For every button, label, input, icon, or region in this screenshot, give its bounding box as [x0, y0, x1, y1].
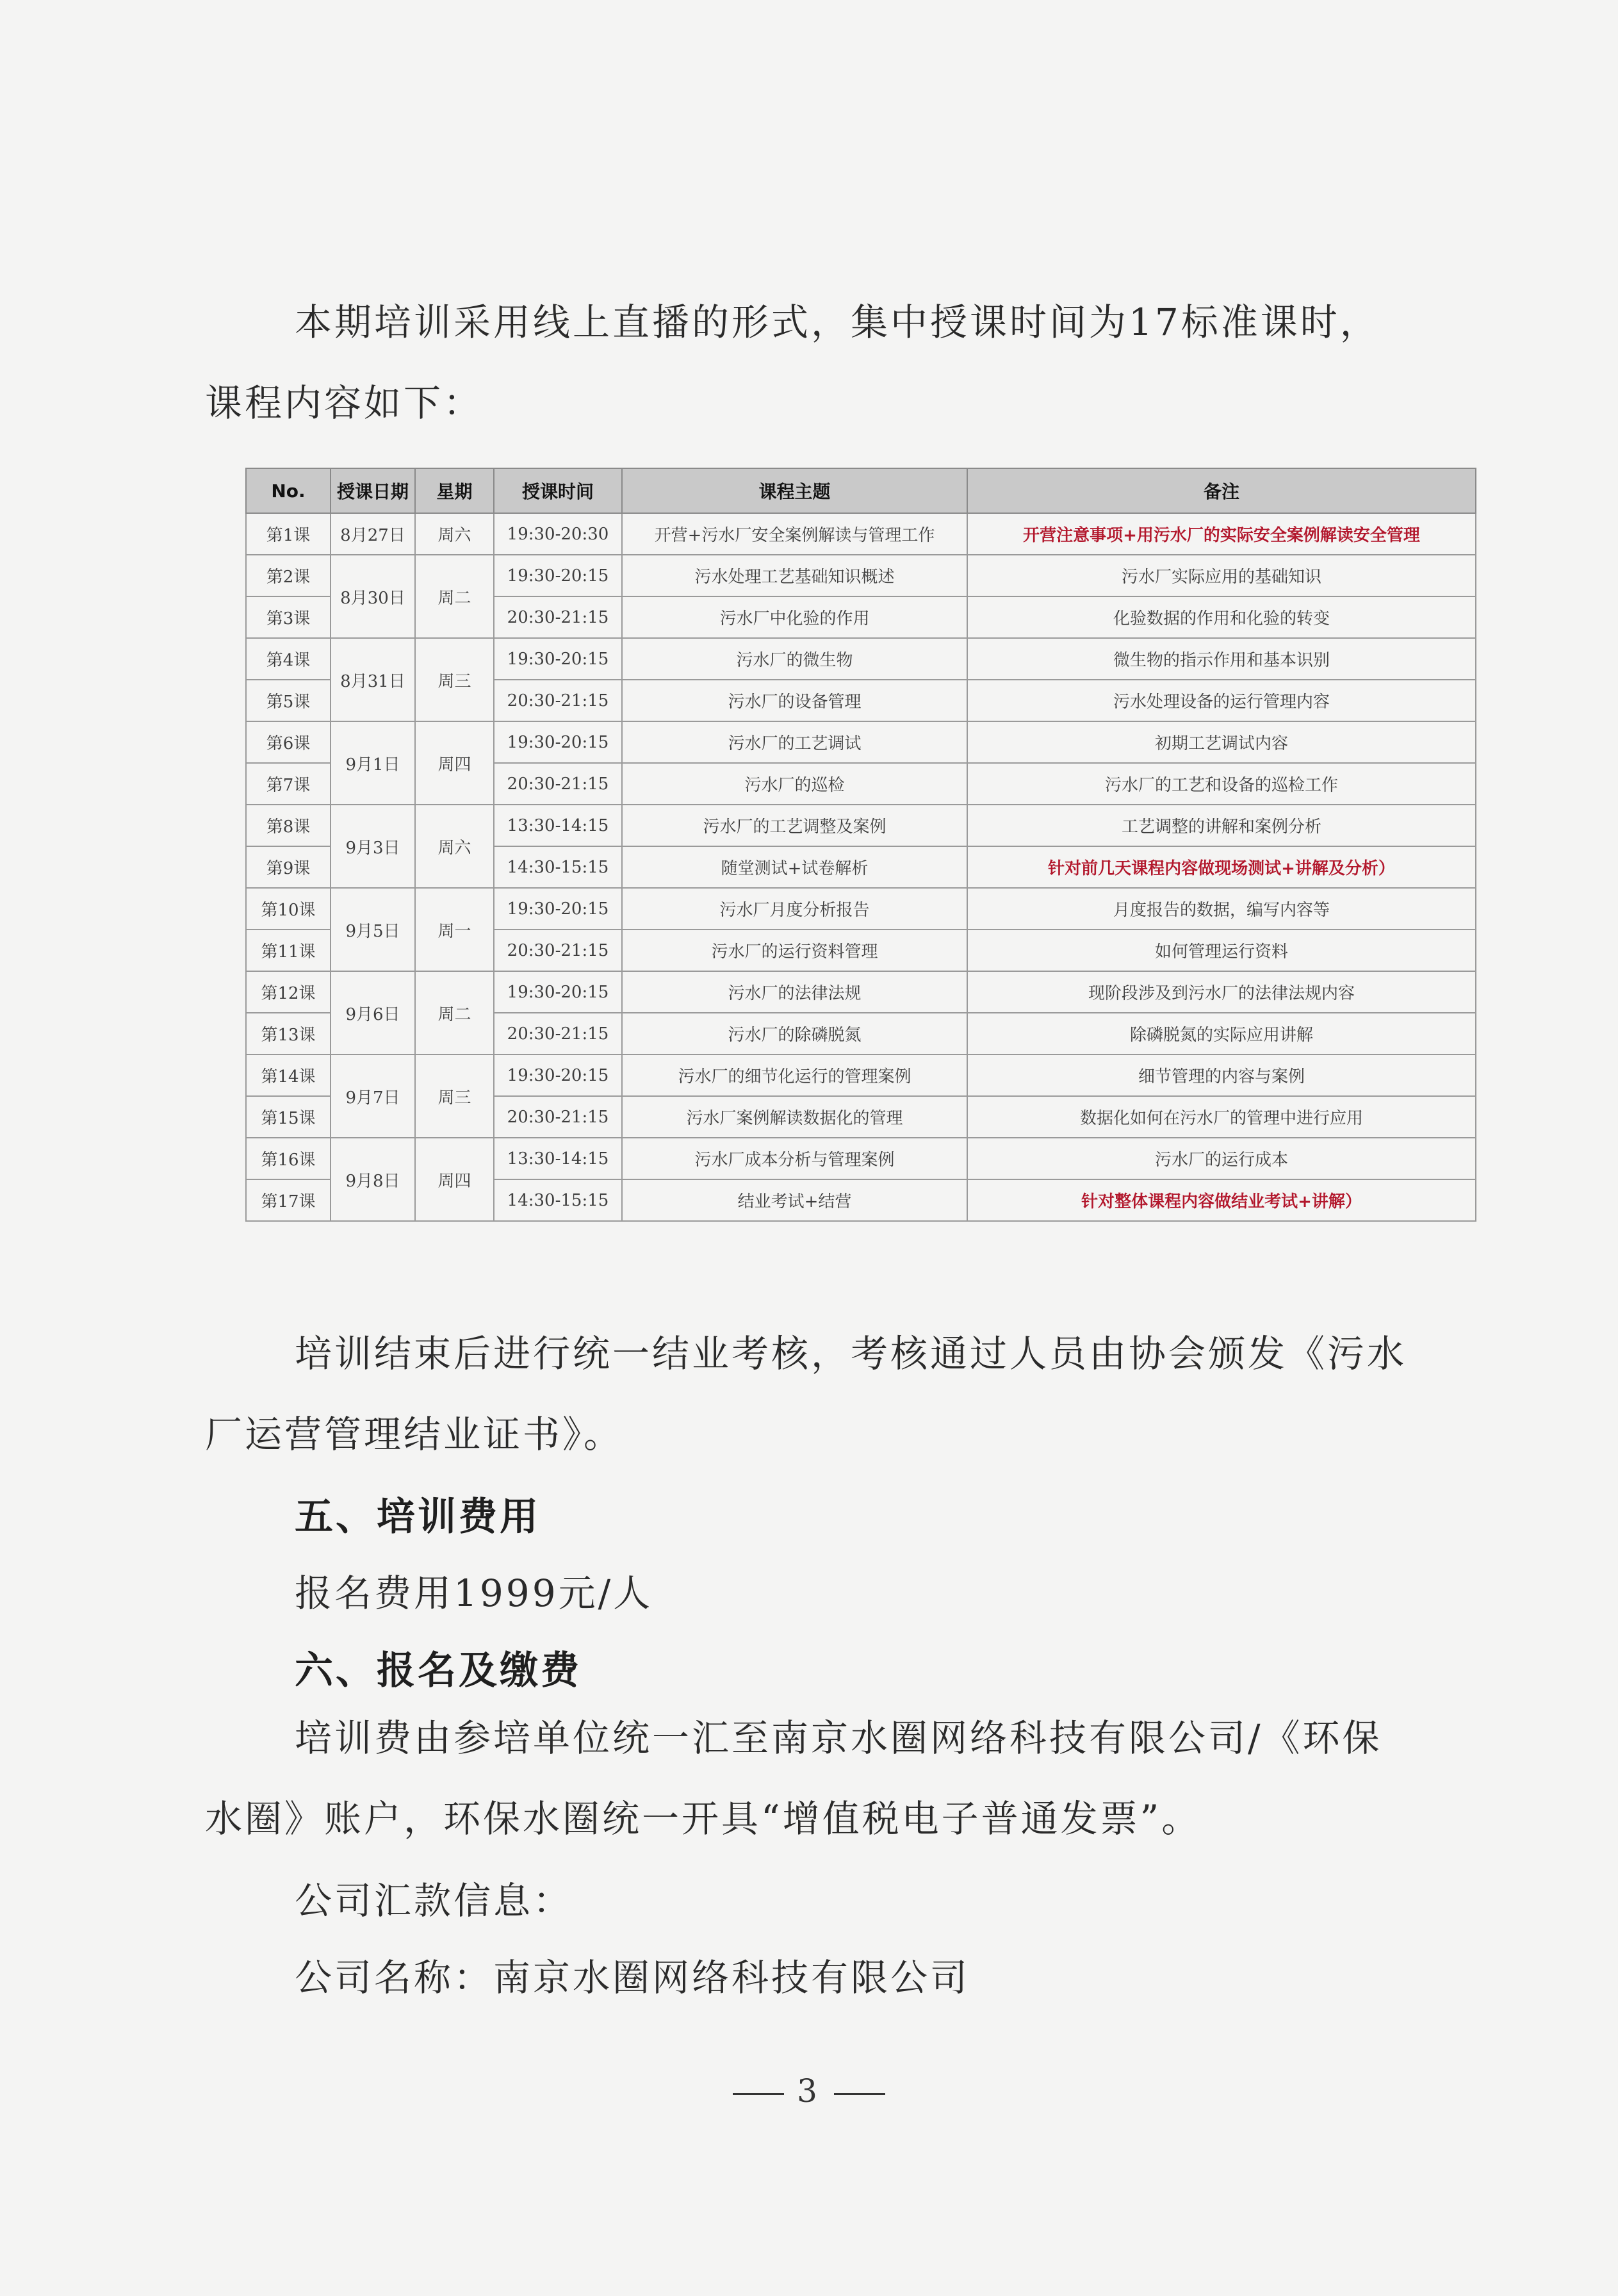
note-cell: 初期工艺调试内容 — [967, 721, 1476, 763]
topic-cell: 污水厂的巡检 — [622, 763, 967, 805]
note-cell: 除磷脱氮的实际应用讲解 — [967, 1013, 1476, 1054]
weekday-cell: 周四 — [415, 1138, 494, 1221]
course-schedule-table — [245, 468, 1476, 1222]
topic-cell: 污水厂的法律法规 — [622, 971, 967, 1013]
topic-cell: 污水厂的工艺调整及案例 — [622, 805, 967, 846]
lesson-number-cell: 第14课 — [246, 1054, 331, 1096]
table-header-cell: No. — [246, 468, 331, 513]
note-cell: 针对整体课程内容做结业考试+讲解） — [967, 1179, 1476, 1221]
lesson-number-cell: 第10课 — [246, 888, 331, 930]
lesson-number-cell: 第1课 — [246, 513, 331, 555]
time-cell: 14:30-15:15 — [494, 846, 622, 888]
table-header-cell: 授课日期 — [331, 468, 415, 513]
table-row — [246, 1054, 1476, 1096]
topic-cell: 污水厂的细节化运行的管理案例 — [622, 1054, 967, 1096]
table-header-cell: 课程主题 — [622, 468, 967, 513]
lesson-number-cell: 第6课 — [246, 721, 331, 763]
time-cell: 19:30-20:15 — [494, 1054, 622, 1096]
time-cell: 19:30-20:30 — [494, 513, 622, 555]
date-cell: 9月5日 — [331, 888, 415, 971]
course-table-wrap — [245, 468, 1475, 1222]
time-cell: 19:30-20:15 — [494, 555, 622, 596]
topic-cell: 污水厂月度分析报告 — [622, 888, 967, 930]
page-number: 3 — [797, 2072, 821, 2110]
lesson-number-cell: 第11课 — [246, 930, 331, 971]
note-cell: 开营注意事项+用污水厂的实际安全案例解读安全管理 — [967, 513, 1476, 555]
time-cell: 20:30-21:15 — [494, 763, 622, 805]
section-6-heading: 六、报名及缴费 — [295, 1648, 582, 1693]
date-cell: 9月3日 — [331, 805, 415, 888]
time-cell: 20:30-21:15 — [494, 930, 622, 971]
date-cell: 8月30日 — [331, 555, 415, 638]
page-footer — [0, 2072, 1618, 2110]
table-row — [246, 513, 1476, 555]
date-cell: 8月31日 — [331, 638, 415, 721]
note-cell: 工艺调整的讲解和案例分析 — [967, 805, 1476, 846]
note-cell: 化验数据的作用和化验的转变 — [967, 596, 1476, 638]
weekday-cell: 周一 — [415, 888, 494, 971]
topic-cell: 结业考试+结营 — [622, 1179, 967, 1221]
topic-cell: 污水厂的运行资料管理 — [622, 930, 967, 971]
time-cell: 20:30-21:15 — [494, 1096, 622, 1138]
lesson-number-cell: 第12课 — [246, 971, 331, 1013]
note-cell: 数据化如何在污水厂的管理中进行应用 — [967, 1096, 1476, 1138]
fee-text: 报名费用1999元/人 — [295, 1571, 653, 1615]
note-cell: 污水厂的工艺和设备的巡检工作 — [967, 763, 1476, 805]
lesson-number-cell: 第7课 — [246, 763, 331, 805]
time-cell: 19:30-20:15 — [494, 721, 622, 763]
lesson-number-cell: 第8课 — [246, 805, 331, 846]
note-cell: 污水处理设备的运行管理内容 — [967, 680, 1476, 721]
time-cell: 14:30-15:15 — [494, 1179, 622, 1221]
table-header-cell: 授课时间 — [494, 468, 622, 513]
topic-cell: 随堂测试+试卷解析 — [622, 846, 967, 888]
lesson-number-cell: 第15课 — [246, 1096, 331, 1138]
date-cell: 9月6日 — [331, 971, 415, 1054]
table-header-row — [246, 468, 1476, 513]
topic-cell: 污水厂的除磷脱氮 — [622, 1013, 967, 1054]
time-cell: 13:30-14:15 — [494, 805, 622, 846]
time-cell: 19:30-20:15 — [494, 971, 622, 1013]
time-cell: 20:30-21:15 — [494, 1013, 622, 1054]
weekday-cell: 周四 — [415, 721, 494, 805]
note-cell: 月度报告的数据，编写内容等 — [967, 888, 1476, 930]
note-cell: 细节管理的内容与案例 — [967, 1054, 1476, 1096]
topic-cell: 污水处理工艺基础知识概述 — [622, 555, 967, 596]
intro-paragraph: 本期培训采用线上直播的形式，集中授课时间为17标准课时，课程内容如下： — [205, 300, 1380, 425]
lesson-number-cell: 第13课 — [246, 1013, 331, 1054]
lesson-number-cell: 第5课 — [246, 680, 331, 721]
lesson-number-cell: 第2课 — [246, 555, 331, 596]
table-header-cell: 星期 — [415, 468, 494, 513]
weekday-cell: 周三 — [415, 638, 494, 721]
note-cell: 针对前几天课程内容做现场测试+讲解及分析） — [967, 846, 1476, 888]
lesson-number-cell: 第9课 — [246, 846, 331, 888]
date-cell: 8月27日 — [331, 513, 415, 555]
time-cell: 13:30-14:15 — [494, 1138, 622, 1179]
lesson-number-cell: 第3课 — [246, 596, 331, 638]
date-cell: 9月8日 — [331, 1138, 415, 1221]
note-cell: 如何管理运行资料 — [967, 930, 1476, 971]
lesson-number-cell: 第4课 — [246, 638, 331, 680]
table-header-cell: 备注 — [967, 468, 1476, 513]
table-body — [246, 513, 1476, 1221]
weekday-cell: 周六 — [415, 513, 494, 555]
time-cell: 19:30-20:15 — [494, 888, 622, 930]
topic-cell: 开营+污水厂安全案例解读与管理工作 — [622, 513, 967, 555]
time-cell: 19:30-20:15 — [494, 638, 622, 680]
completion-paragraph: 培训结束后进行统一结业考核，考核通过人员由协会颁发《污水厂运营管理结业证书》。 — [205, 1332, 1407, 1456]
remit-label: 公司汇款信息： — [295, 1879, 573, 1923]
table-row — [246, 888, 1476, 930]
weekday-cell: 周六 — [415, 805, 494, 888]
note-cell: 污水厂实际应用的基础知识 — [967, 555, 1476, 596]
weekday-cell: 周二 — [415, 555, 494, 638]
lesson-number-cell: 第16课 — [246, 1138, 331, 1179]
section-5-heading: 五、培训费用 — [295, 1495, 541, 1539]
time-cell: 20:30-21:15 — [494, 596, 622, 638]
table-row — [246, 971, 1476, 1013]
date-cell: 9月1日 — [331, 721, 415, 805]
topic-cell: 污水厂中化验的作用 — [622, 596, 967, 638]
table-row — [246, 1138, 1476, 1179]
weekday-cell: 周二 — [415, 971, 494, 1054]
lesson-number-cell: 第17课 — [246, 1179, 331, 1221]
payment-paragraph: 培训费由参培单位统一汇至南京水圈网络科技有限公司/《环保水圈》账户，环保水圈统一开具“增值税电子普通发票”。 — [205, 1716, 1382, 1841]
company-name: 公司名称：南京水圈网络科技有限公司 — [295, 1956, 970, 1999]
table-row — [246, 638, 1476, 680]
weekday-cell: 周三 — [415, 1054, 494, 1138]
note-cell: 现阶段涉及到污水厂的法律法规内容 — [967, 971, 1476, 1013]
topic-cell: 污水厂成本分析与管理案例 — [622, 1138, 967, 1179]
topic-cell: 污水厂案例解读数据化的管理 — [622, 1096, 967, 1138]
topic-cell: 污水厂的设备管理 — [622, 680, 967, 721]
topic-cell: 污水厂的微生物 — [622, 638, 967, 680]
date-cell: 9月7日 — [331, 1054, 415, 1138]
table-row — [246, 721, 1476, 763]
note-cell: 污水厂的运行成本 — [967, 1138, 1476, 1179]
topic-cell: 污水厂的工艺调试 — [622, 721, 967, 763]
table-row — [246, 555, 1476, 596]
note-cell: 微生物的指示作用和基本识别 — [967, 638, 1476, 680]
footer-dash-left — [733, 2093, 784, 2095]
table-row — [246, 805, 1476, 846]
time-cell: 20:30-21:15 — [494, 680, 622, 721]
footer-dash-right — [834, 2093, 885, 2095]
